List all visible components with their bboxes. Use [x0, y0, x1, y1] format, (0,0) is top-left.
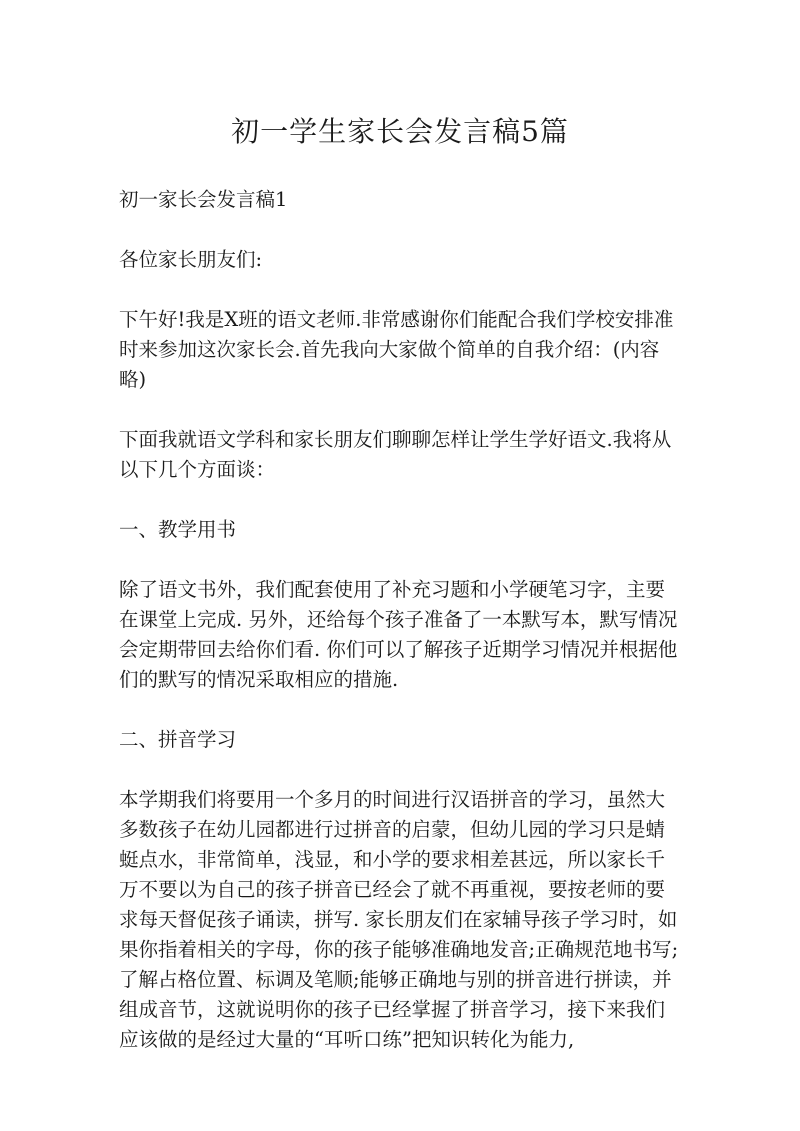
document-title: 初一学生家长会发言稿5篇: [231, 115, 569, 148]
section-heading-pinyin: 二、拼音学习: [119, 728, 237, 751]
document-body: [119, 185, 679, 1085]
section-heading-textbooks: 一、教学用书: [119, 518, 237, 541]
paragraph-intro: 下面我就语文学科和家长朋友们聊聊怎样让学生学好语文.我将从以下几个方面谈：: [119, 428, 672, 481]
paragraph-greeting: 下午好!我是X班的语文老师.非常感谢你们能配合我们学校安排准时来参加这次家长会.首先我向大家做个简单的自我介绍：(内容略): [119, 308, 674, 391]
paragraph-textbooks: 除了语文书外，我们配套使用了补充习题和小学硬笔习字，主要在课堂上完成. 另外，还给每个孩子准备了一本默写本，默写情况会定期带回去给你们看. 你们可以了解孩子近期学习情况并根据他们的默写的情况采取相应的措施.: [119, 578, 678, 691]
paragraph-pinyin: 本学期我们将要用一个多月的时间进行汉语拼音的学习，虽然大多数孩子在幼儿园都进行过拼音的启蒙，但幼儿园的学习只是蜻蜓点水，非常简单，浅显，和小学的要求相差甚远，所以家长千万不要以为自己的孩子拼音已经会了就不再重视，要按老师的要求每天督促孩子诵读，拼写. 家长朋友们在家辅导孩子学习时，如果你指着相关的字母，你的孩子能够准确地发音;正确规范地书写;了解占格位置、标调及笔顺;能够正确地与别的拼音进行拼读，并组成音节，这就说明你的孩子已经掌握了拼音学习，接下来我们应该做的是经过大量的“耳听口练”把知识转化为能力,: [119, 788, 679, 1051]
section-heading: 初一家长会发言稿1: [119, 188, 288, 211]
salutation: 各位家长朋友们:: [119, 248, 263, 271]
